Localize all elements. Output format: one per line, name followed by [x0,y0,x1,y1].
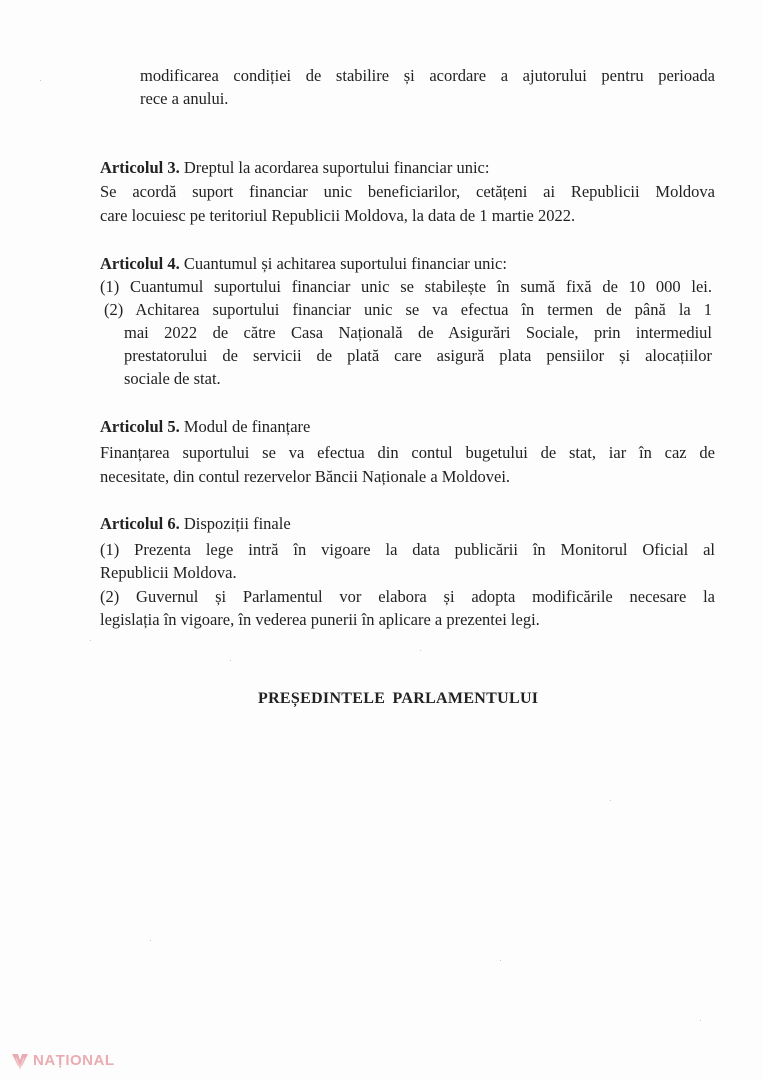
article-4-line-4: prestatorului de servicii de plată care asigură plata pensiilor și alocațiilor [124,346,712,365]
signature-title: PREȘEDINTELE PARLAMENTULUI [258,690,539,707]
scan-speckle [500,960,501,961]
scan-speckle [420,650,421,651]
article-6-line-3: (2) Guvernul și Parlamentul vor elabora și adopta modificările necesare la [100,587,715,606]
article-4-title: Cuantumul și achitarea suportului financiar unic: [179,254,507,273]
article-6-heading: Articolul 6. [100,514,180,533]
article-5-line-1: Finanțarea suportului se va efectua din contul bugetului de stat, iar în caz de [100,443,715,462]
article-5-header [100,415,310,438]
article-4-line-1: (1) Cuantumul suportului financiar unic se stabilește în sumă fixă de 10 000 lei. [100,277,712,296]
article-4-line-3: mai 2022 de către Casa Națională de Asigurări Sociale, prin intermediul [124,323,712,342]
article-6-line-1: (1) Prezenta lege intră în vigoare la data publicării în Monitorul Oficial al [100,540,715,559]
scan-speckle [150,940,151,941]
scan-speckle [700,1020,701,1021]
scan-speckle [40,80,41,81]
article-6-line-2: Republicii Moldova. [100,563,237,582]
article-3-title: Dreptul la acordarea suportului financiar unic: [179,158,490,177]
article-5-line-2: necesitate, din contul rezervelor Băncii Naționale a Moldovei. [100,467,511,486]
watermark-text: NAȚIONAL [33,1051,115,1069]
scan-speckle [90,640,91,641]
scan-speckle [610,800,611,801]
scan-speckle [230,660,231,661]
national-watermark [10,1050,115,1070]
intro-line-1: modificarea condiției de stabilire și acordare a ajutorului pentru perioada [140,66,715,85]
article-4-heading: Articolul 4. [100,254,180,273]
article-3-heading: Articolul 3. [100,158,180,177]
article-4-header [100,252,507,275]
article-6-line-4: legislația în vigoare, în vederea punerii în aplicare a prezentei legi. [100,610,540,629]
national-logo-icon [10,1050,30,1070]
intro-line-2: rece a anului. [140,89,229,108]
article-3-line-1: Se acordă suport financiar unic beneficiarilor, cetățeni ai Republicii Moldova [100,182,715,201]
article-4-line-5: sociale de stat. [124,369,221,388]
article-5-heading: Articolul 5. [100,417,180,436]
article-4-line-2: (2) Achitarea suportului financiar unic se va efectua în termen de până la 1 [104,300,712,319]
article-3-line-2: care locuiesc pe teritoriul Republicii Moldova, la data de 1 martie 2022. [100,206,576,225]
article-5-title: Modul de finanțare [179,417,311,436]
article-6-title: Dispoziții finale [179,514,291,533]
article-6-header [100,512,291,535]
article-3-header [100,156,489,179]
